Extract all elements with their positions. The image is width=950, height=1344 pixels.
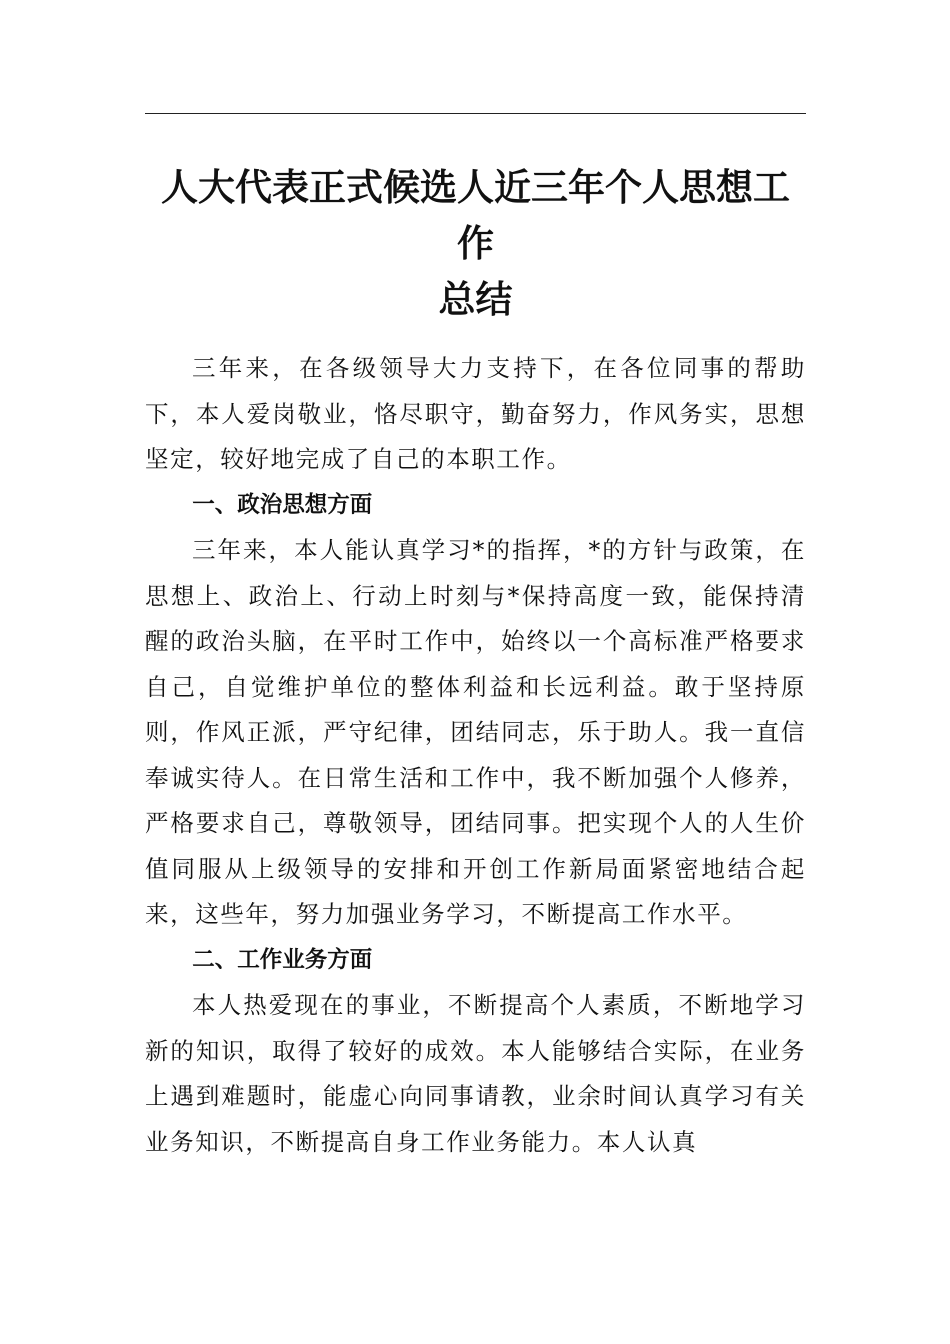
section-body-work: 本人热爱现在的事业，不断提高个人素质，不断地学习新的知识，取得了较好的成效。本人能够结合实际，在业务上遇到难题时，能虚心向同事请教，业余时间认真学习有关业务知识，不断提高自身工作业务能力。本人认真 (145, 991, 806, 1156)
header-rule (145, 113, 806, 114)
document-title (145, 160, 806, 328)
title-line-2: 总结 (438, 278, 513, 321)
intro-paragraph: 三年来，在各级领导大力支持下，在各位同事的帮助下，本人爱岗敬业，恪尽职守，勤奋努力，作风务实，思想坚定，较好地完成了自己的本职工作。 (145, 354, 806, 473)
section-heading-work: 二、工作业务方面 (192, 946, 373, 973)
document-body (145, 346, 806, 1165)
section-heading-political: 一、政治思想方面 (192, 491, 373, 518)
section-body-political: 三年来，本人能认真学习*的指挥，*的方针与政策，在思想上、政治上、行动上时刻与*保持高度一致，能保持清醒的政治头脑，在平时工作中，始终以一个高标准严格要求自己，自觉维护单位的整体利益和长远利益。敢于坚持原则，作风正派，严守纪律，团结同志，乐于助人。我一直信奉诚实待人。在日常生活和工作中，我不断加强个人修养，严格要求自己，尊敬领导，团结同事。把实现个人的人生价值同服从上级领导的安排和开创工作新局面紧密地结合起来，这些年，努力加强业务学习，不断提高工作水平。 (145, 536, 806, 928)
title-line-1: 人大代表正式候选人近三年个人思想工作 (161, 166, 790, 265)
